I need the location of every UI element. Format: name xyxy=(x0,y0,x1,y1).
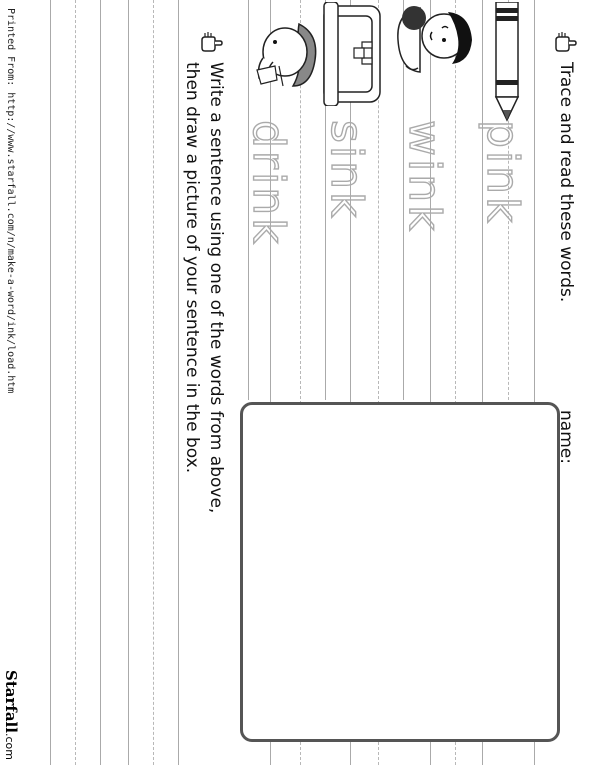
section2-instruction-line1: Write a sentence using one of the words from above, xyxy=(206,62,226,514)
drawing-box[interactable] xyxy=(240,402,560,742)
trace-word-wink: wink xyxy=(399,120,450,234)
trace-word-drink: drink xyxy=(243,120,294,247)
elephant-drinking-icon xyxy=(255,14,321,94)
writing-line xyxy=(178,0,179,765)
section2-instruction-line2: then draw a picture of your sentence in the box. xyxy=(182,62,202,474)
printed-from-text: Printed From: http://www.starfall.com/n/make-a-word/ink/load.htm xyxy=(5,8,16,394)
writing-line xyxy=(100,0,101,765)
name-label: name: xyxy=(556,410,576,464)
logo-suffix: .com xyxy=(3,732,16,760)
trace-word-sink: sink xyxy=(321,120,372,221)
crayon-icon xyxy=(494,2,520,122)
sink-icon xyxy=(322,2,384,106)
pointing-hand-icon xyxy=(198,30,224,56)
trace-word-pink: pink xyxy=(477,120,528,226)
writing-line xyxy=(50,0,51,765)
writing-line xyxy=(128,0,129,765)
writing-midline xyxy=(75,0,76,765)
trace-instruction: Trace and read these words. xyxy=(556,62,576,303)
pointing-hand-icon xyxy=(552,30,578,56)
writing-midline xyxy=(153,0,154,765)
winking-girl-icon xyxy=(396,0,476,78)
logo-text: Starfall xyxy=(2,670,20,733)
